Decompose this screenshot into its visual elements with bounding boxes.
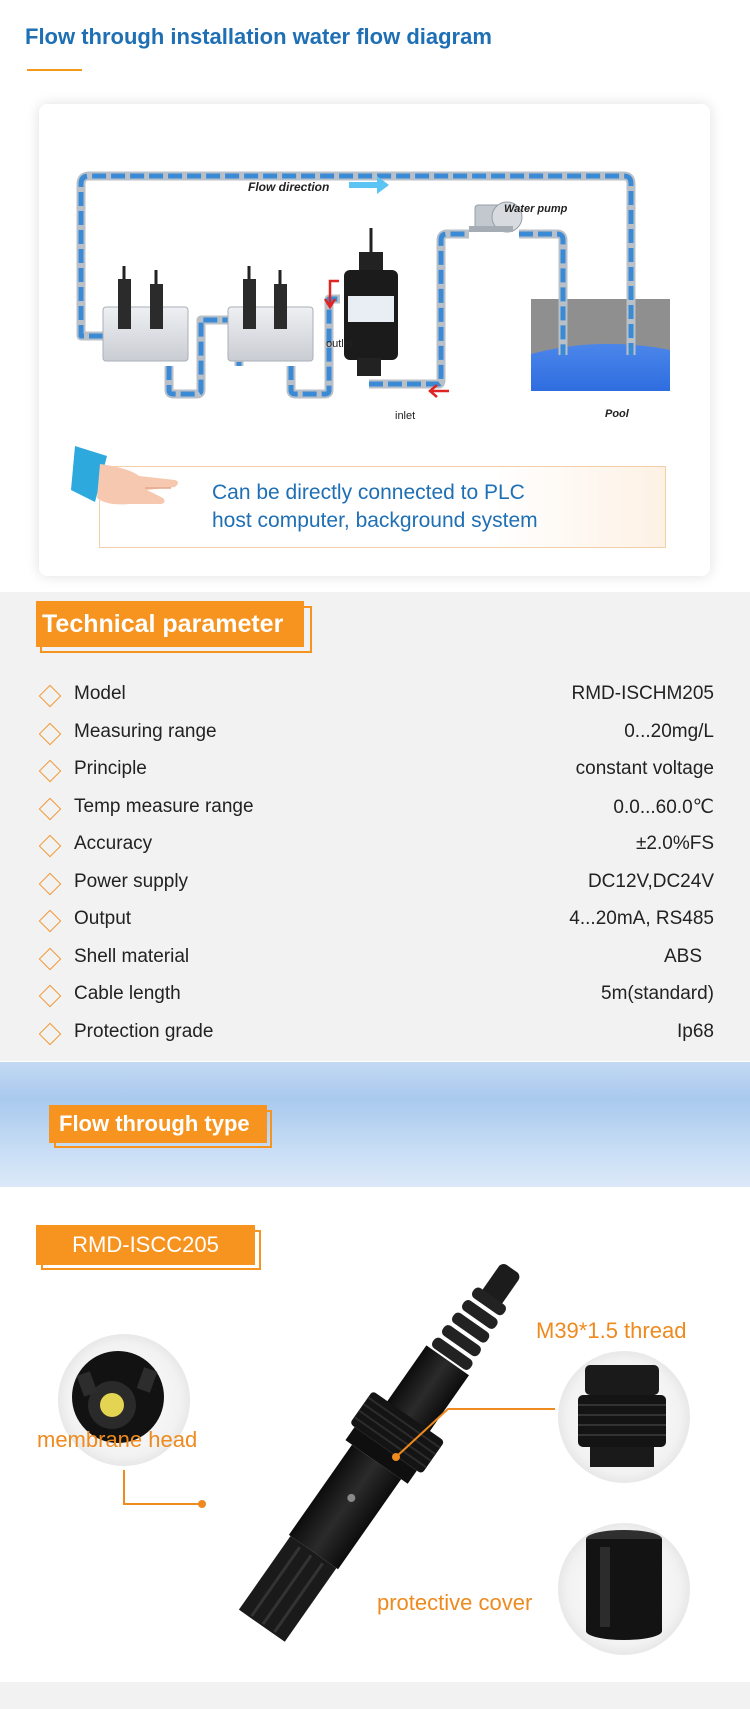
thread-callout-dot <box>392 1453 400 1461</box>
param-value: DC12V,DC24V <box>587 871 714 892</box>
param-row <box>0 791 750 825</box>
param-row <box>0 978 750 1012</box>
param-label: Measuring range <box>74 721 217 742</box>
plc-callout-text <box>212 479 538 535</box>
flow-direction-label: Flow direction <box>248 180 330 194</box>
param-row <box>0 678 750 712</box>
cover-callout-label: protective cover <box>377 1590 533 1615</box>
flow-diagram-section <box>0 0 750 590</box>
protective-cover-image <box>558 1523 690 1655</box>
param-row <box>0 1016 750 1050</box>
tech-title: Technical parameter <box>36 601 304 647</box>
diamond-bullet-icon <box>39 873 62 896</box>
plc-text-line-1: Can be directly connected to PLC <box>212 481 525 504</box>
param-value: Ip68 <box>677 1021 714 1042</box>
outlet-label: outlet <box>326 338 353 350</box>
diamond-bullet-icon <box>39 1023 62 1046</box>
product-section <box>0 1187 750 1682</box>
param-value: 0...20mg/L <box>624 721 714 742</box>
param-value: 0.0...60.0℃ <box>613 797 714 818</box>
param-row <box>0 828 750 862</box>
param-value: ±2.0%FS <box>635 833 714 854</box>
pool <box>531 299 670 391</box>
inlet-label: inlet <box>395 410 416 422</box>
diamond-bullet-icon <box>39 723 62 746</box>
diagram-card <box>39 104 710 576</box>
diamond-bullet-icon <box>39 985 62 1008</box>
param-label: Shell material <box>74 946 190 967</box>
title-underline <box>27 69 82 71</box>
param-row <box>0 753 750 787</box>
param-label: Model <box>74 683 126 704</box>
flow-type-band <box>0 1062 750 1187</box>
param-label: Temp measure range <box>74 796 254 817</box>
param-row <box>0 941 750 975</box>
diamond-bullet-icon <box>39 798 62 821</box>
model-tag: RMD-ISCC205 <box>36 1225 255 1265</box>
param-label: Accuracy <box>74 833 153 854</box>
param-row <box>0 716 750 750</box>
param-value: RMD-ISCHM205 <box>571 683 714 704</box>
param-value: 5m(standard) <box>601 983 714 1004</box>
param-label: Power supply <box>74 871 189 892</box>
param-label: Cable length <box>74 983 181 1004</box>
flow-cell-2 <box>228 266 313 361</box>
pool-label: Pool <box>605 408 629 420</box>
param-value: constant voltage <box>575 758 714 779</box>
water-pump-label: Water pump <box>504 203 568 215</box>
flow-type-title: Flow through type <box>49 1105 267 1143</box>
diamond-bullet-icon <box>39 835 62 858</box>
param-label: Principle <box>74 758 147 779</box>
membrane-callout-label: membrane head <box>37 1427 198 1452</box>
pointing-hand-icon <box>67 440 185 530</box>
technical-parameter-section <box>0 592 750 1061</box>
bottom-strip <box>0 1682 750 1709</box>
param-value: 4...20mA, RS485 <box>569 908 714 929</box>
diamond-bullet-icon <box>39 685 62 708</box>
param-row <box>0 903 750 937</box>
flow-cell-1 <box>103 266 188 361</box>
param-label: Output <box>74 908 132 929</box>
flow-section-title: Flow through installation water flow diagram <box>25 24 492 49</box>
membrane-callout-dot <box>198 1500 206 1508</box>
param-row <box>0 866 750 900</box>
thread-detail-image <box>558 1351 690 1483</box>
param-label: Protection grade <box>74 1021 214 1042</box>
plc-text-line-2: host computer, background system <box>212 509 538 532</box>
param-value: ABS <box>663 946 702 967</box>
diamond-bullet-icon <box>39 948 62 971</box>
thread-callout-label: M39*1.5 thread <box>536 1318 687 1343</box>
diamond-bullet-icon <box>39 760 62 783</box>
sensor-cylinder <box>344 228 398 376</box>
diamond-bullet-icon <box>39 910 62 933</box>
